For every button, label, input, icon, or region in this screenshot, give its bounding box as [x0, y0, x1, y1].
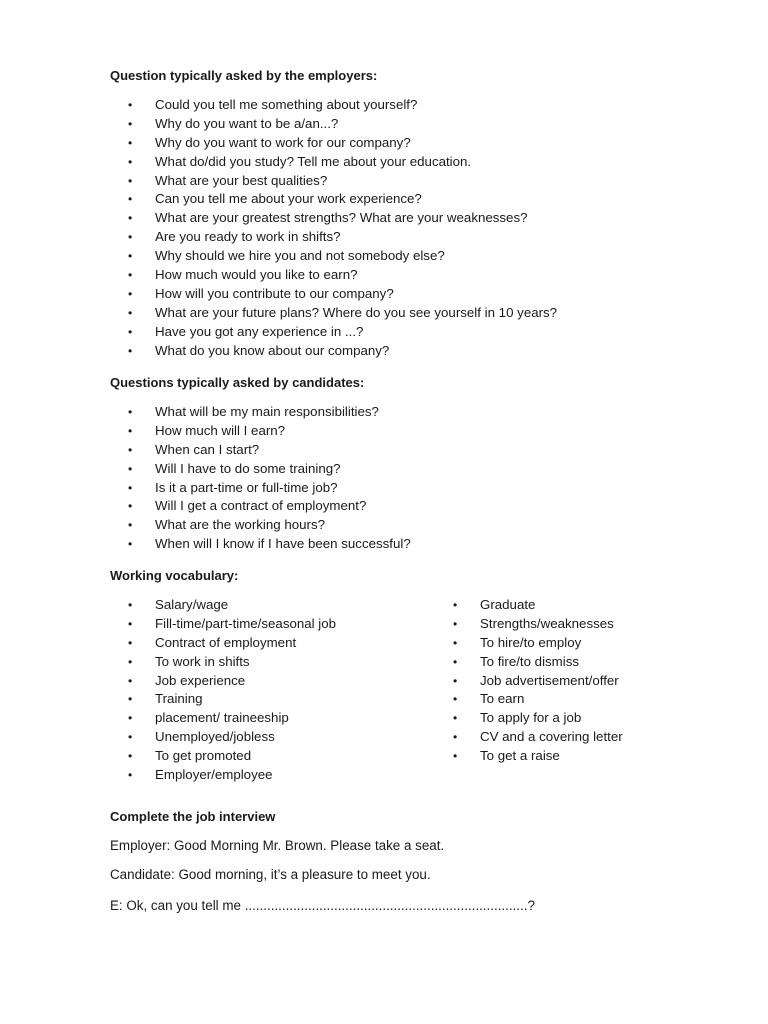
employer-question-item	[110, 96, 557, 115]
employer-question-item	[110, 247, 557, 266]
vocabulary-list-left	[110, 596, 336, 785]
bullet-icon: •	[128, 499, 133, 514]
candidate-question-item	[110, 516, 411, 535]
employer-question-item	[110, 190, 557, 209]
bullet-icon: •	[453, 711, 458, 726]
employer-questions-heading: Question typically asked by the employers:	[110, 68, 378, 83]
bullet-icon: •	[128, 749, 133, 764]
interview-line-employer: Employer: Good Morning Mr. Brown. Please take a seat.	[110, 838, 445, 853]
vocabulary-item-text: To hire/to employ	[480, 634, 582, 650]
vocabulary-item-text: Strengths/weaknesses	[480, 615, 614, 631]
employer-question-item-text: What do/did you study? Tell me about your education.	[155, 153, 472, 169]
bullet-icon: •	[128, 461, 133, 476]
bullet-icon: •	[128, 654, 133, 669]
bullet-icon: •	[128, 635, 133, 650]
vocabulary-heading: Working vocabulary:	[110, 568, 239, 583]
employer-question-item	[110, 266, 557, 285]
vocabulary-item-text: Employer/employee	[155, 767, 273, 783]
vocabulary-item-text: placement/ traineeship	[155, 710, 289, 726]
bullet-icon: •	[128, 730, 133, 745]
bullet-icon: •	[128, 230, 133, 245]
employer-question-item-text: What are your future plans? Where do you see yourself in 10 years?	[155, 304, 558, 320]
vocabulary-item	[110, 728, 336, 747]
employer-question-item	[110, 153, 557, 172]
employer-question-item-text: How will you contribute to our company?	[155, 285, 394, 301]
vocabulary-item	[110, 690, 336, 709]
vocabulary-list-right	[435, 596, 623, 766]
vocabulary-item	[110, 747, 336, 766]
bullet-icon: •	[453, 749, 458, 764]
bullet-icon: •	[453, 673, 458, 688]
candidate-question-item	[110, 441, 411, 460]
bullet-icon: •	[453, 692, 458, 707]
bullet-icon: •	[128, 268, 133, 283]
employer-questions-list	[110, 96, 557, 360]
vocabulary-item	[110, 615, 336, 634]
employer-question-item-text: Can you tell me about your work experience?	[155, 191, 422, 207]
vocabulary-item-text: Unemployed/jobless	[155, 729, 275, 745]
candidate-question-item	[110, 403, 411, 422]
employer-question-item-text: Could you tell me something about yourself?	[155, 97, 418, 112]
employer-question-item	[110, 342, 557, 361]
bullet-icon: •	[128, 405, 133, 419]
bullet-icon: •	[128, 116, 133, 131]
bullet-icon: •	[453, 616, 458, 631]
employer-question-item	[110, 323, 557, 342]
candidate-question-item-text: Is it a part-time or full-time job?	[155, 479, 338, 495]
vocabulary-item-text: Job advertisement/offer	[480, 672, 619, 688]
bullet-icon: •	[453, 598, 458, 612]
candidate-questions-heading: Questions typically asked by candidates:	[110, 375, 365, 390]
vocabulary-item-text: To get promoted	[155, 748, 252, 764]
employer-question-item-text: Have you got any experience in ...?	[155, 323, 364, 339]
employer-question-item	[110, 172, 557, 191]
vocabulary-item-text: Training	[155, 691, 203, 707]
employer-question-item	[110, 228, 557, 247]
bullet-icon: •	[128, 305, 133, 320]
candidate-question-item-text: What will be my main responsibilities?	[155, 404, 379, 419]
employer-question-item-text: What are your greatest strengths? What are your weaknesses?	[155, 210, 528, 226]
vocabulary-item-text: To get a raise	[480, 748, 560, 764]
vocabulary-item	[435, 709, 623, 728]
vocabulary-item-text: To fire/to dismiss	[480, 653, 580, 669]
candidate-question-item	[110, 460, 411, 479]
bullet-icon: •	[128, 616, 133, 631]
vocabulary-item-text: Job experience	[155, 672, 246, 688]
vocabulary-item	[110, 634, 336, 653]
bullet-icon: •	[128, 598, 133, 612]
candidate-question-item	[110, 422, 411, 441]
candidate-question-item	[110, 497, 411, 516]
bullet-icon: •	[128, 98, 133, 112]
vocabulary-item	[435, 672, 623, 691]
vocabulary-item-text: To apply for a job	[480, 710, 582, 726]
employer-question-item-text: How much would you like to earn?	[155, 267, 358, 283]
vocabulary-item-text: Contract of employment	[155, 634, 297, 650]
candidate-question-item-text: When will I know if I have been successful?	[155, 536, 411, 552]
candidate-question-item-text: What are the working hours?	[155, 517, 325, 533]
interview-line-candidate: Candidate: Good morning, it’s a pleasure to meet you.	[110, 867, 431, 882]
vocabulary-item	[435, 615, 623, 634]
employer-question-item-text: Why do you want to work for our company?	[155, 134, 411, 150]
employer-question-item	[110, 285, 557, 304]
vocabulary-item-text: Fill-time/part-time/seasonal job	[155, 615, 337, 631]
vocabulary-item	[110, 709, 336, 728]
vocabulary-item-text: To work in shifts	[155, 653, 250, 669]
bullet-icon: •	[128, 154, 133, 169]
bullet-icon: •	[128, 768, 133, 783]
bullet-icon: •	[128, 711, 133, 726]
vocabulary-item	[435, 653, 623, 672]
employer-question-item-text: Why do you want to be a/an...?	[155, 115, 339, 131]
bullet-icon: •	[128, 537, 133, 552]
vocabulary-item	[110, 596, 336, 615]
bullet-icon: •	[128, 442, 133, 457]
bullet-icon: •	[128, 673, 133, 688]
candidate-question-item-text: When can I start?	[155, 441, 260, 457]
vocabulary-item	[435, 690, 623, 709]
bullet-icon: •	[453, 654, 458, 669]
bullet-icon: •	[128, 286, 133, 301]
vocabulary-item	[110, 766, 336, 785]
interview-line-prompt: E: Ok, can you tell me ............................................................................?	[110, 898, 535, 913]
candidate-question-item-text: Will I have to do some training?	[155, 460, 341, 476]
vocabulary-item-text: CV and a covering letter	[480, 729, 623, 745]
bullet-icon: •	[128, 480, 133, 495]
vocabulary-item	[110, 653, 336, 672]
vocabulary-item-text: Salary/wage	[155, 597, 229, 612]
candidate-question-item-text: Will I get a contract of employment?	[155, 498, 367, 514]
candidate-question-item-text: How much will I earn?	[155, 422, 286, 438]
bullet-icon: •	[128, 192, 133, 207]
bullet-icon: •	[128, 211, 133, 226]
vocabulary-item	[435, 728, 623, 747]
bullet-icon: •	[453, 635, 458, 650]
bullet-icon: •	[453, 730, 458, 745]
vocabulary-item-text: Graduate	[480, 597, 536, 612]
bullet-icon: •	[128, 173, 133, 188]
employer-question-item-text: Why should we hire you and not somebody else?	[155, 248, 445, 264]
bullet-icon: •	[128, 135, 133, 150]
employer-question-item	[110, 304, 557, 323]
employer-question-item-text: What are your best qualities?	[155, 172, 328, 188]
bullet-icon: •	[128, 249, 133, 264]
interview-heading: Complete the job interview	[110, 809, 276, 824]
candidate-question-item	[110, 479, 411, 498]
bullet-icon: •	[128, 423, 133, 438]
vocabulary-item-text: To earn	[480, 691, 525, 707]
employer-question-item	[110, 134, 557, 153]
employer-question-item	[110, 115, 557, 134]
bullet-icon: •	[128, 343, 133, 358]
vocabulary-item	[435, 596, 623, 615]
vocabulary-item	[110, 672, 336, 691]
candidate-questions-list	[110, 403, 411, 554]
employer-question-item	[110, 209, 557, 228]
employer-question-item-text: Are you ready to work in shifts?	[155, 229, 341, 245]
candidate-question-item	[110, 535, 411, 554]
employer-question-item-text: What do you know about our company?	[155, 342, 390, 358]
vocabulary-item	[435, 747, 623, 766]
bullet-icon: •	[128, 692, 133, 707]
bullet-icon: •	[128, 518, 133, 533]
vocabulary-item	[435, 634, 623, 653]
bullet-icon: •	[128, 324, 133, 339]
